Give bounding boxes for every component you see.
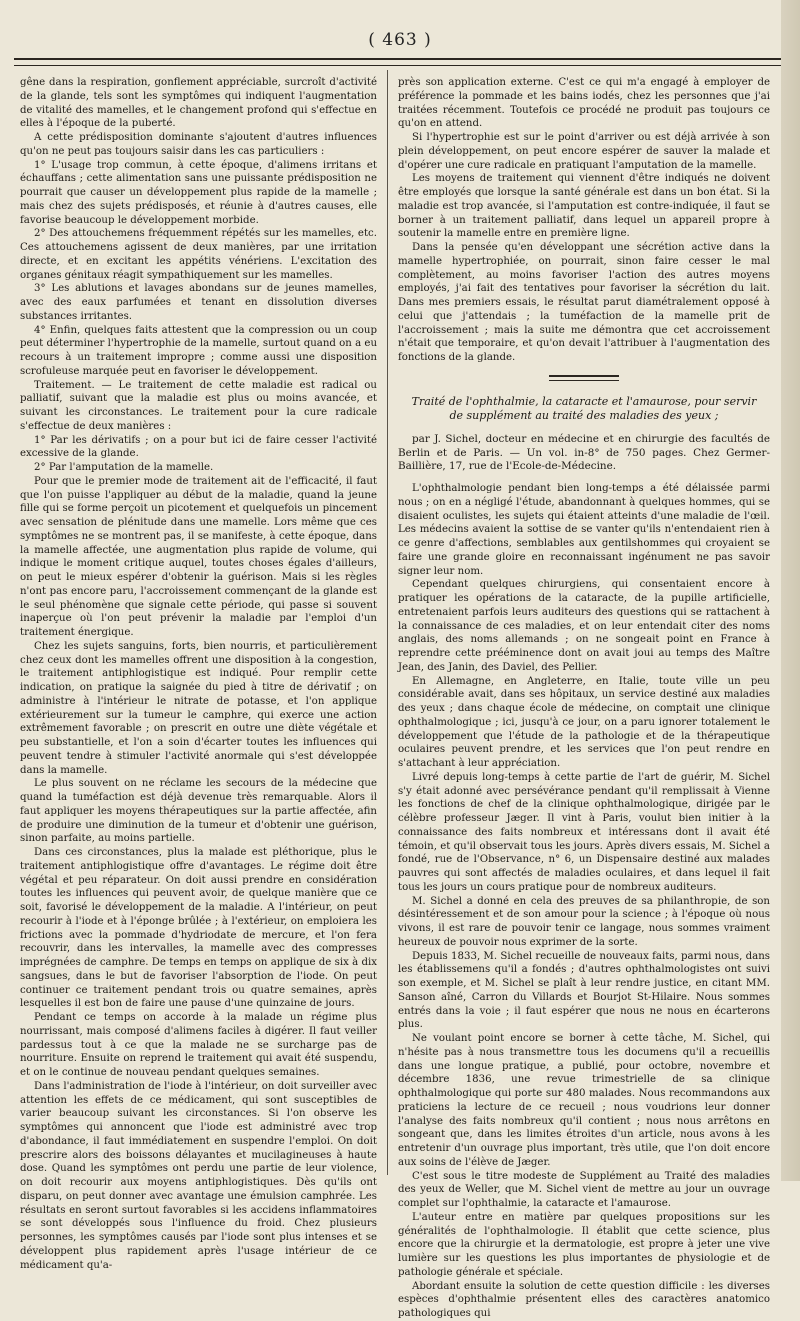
paragraph: Chez les sujets sanguins, forts, bien nourris, et particulièrement chez ceux dont les mamelles offrent une disposition à la congestion, le traitement antiphlogistique est indiqué. Pour remplir cette indication, on pratique la saignée du pied à titre de dérivatif ; on administre à l'intérieur le nitrate de potasse, et l'on applique extérieurement sur la tumeur le camphre, qui exerce une action extrêmement favorable ; on prescrit en outre une diète végétale et peu substantielle, et l'on a soin d'écarter toutes les influences qui peuvent tendre à stimuler l'activité anormale qui s'est développée dans la mamelle. [20,640,377,776]
paragraph: gêne dans la respiration, gonflement appréciable, surcroît d'activité de la glande, tels sont les symptômes qui indiquent l'augmentation de vitalité des mamelles, et le changement profond qui s'effectue en elles à l'époque de la puberté. [20,77,377,130]
paragraph: Pendant ce temps on accorde à la malade un régime plus nourrissant, mais composé d'alimens faciles à digérer. Il faut veiller pardessus tout à ce que la malade ne se surcharge pas de nourriture. Ensuite on reprend le traitement qui avait été suspendu, et on le continue de nouveau pendant quelques semaines. [20,1012,377,1078]
paragraph: Abordant ensuite la solution de cette question difficile : les diverses espèces d'ophthalmie présentent elles des caractères anatomico pathologiques qui [398,1280,770,1319]
paragraph: C'est sous le titre modeste de Supplément au Traité des maladies des yeux de Weller, que M. Sichel vient de mettre au jour un ouvrage complet sur l'ophthalmie, la cataracte et l'amaurose. [398,1170,770,1209]
paragraph: Les moyens de traitement qui viennent d'être indiqués ne doivent être employés que lorsque la santé générale est dans un bon état. Si la maladie est trop avancée, si l'amputation est contre-indiquée, il faut se borner à un traitement palliatif, dans lequel un appareil propre à soutenir la mamelle entre en première ligne. [398,173,770,240]
page-number: ( 463 ) [368,30,432,50]
paragraph: Pour que le premier mode de traitement ait de l'efficacité, il faut que l'on puisse l'appliquer au début de la maladie, quand la jeune fille qui se forme perçoit un picotement et quelquefois un pincement avec sensation de plénitude dans une mamelle. Lors même que ces symptômes ne se montrent pas, il se manifeste, à cette époque, dans la mamelle affectée, une augmentation plus rapide de volume, qui indique le moment critique auquel, toutes choses égales d'ailleurs, on peut le mieux espérer d'obtenir la guérison. Mais si les règles n'ont pas encore paru, l'accroissement commençant de la glande est le seul phénomène que signale cette période, qui passe si souvent inaperçue où l'on peut prévenir la maladie par l'emploi d'un traitement énergique. [20,475,377,638]
section-separator [549,375,619,381]
paragraph: Cependant quelques chirurgiens, qui consentaient encore à pratiquer les opérations de la cataracte, de la pupille artificielle, entretenaient parfois leurs auditeurs des questions qui se rattachent à la connaissance de ces maladies, et on leur entendait citer des noms anglais, des noms allemands ; on ne songeait point en France à reprendre cette prééminence dont on avait joui au temps des Maître Jean, des Janin, des Daviel, des Pellier. [398,579,770,673]
paragraph: Ne voulant point encore se borner à cette tâche, M. Sichel, qui n'hésite pas à nous transmettre tous les documens qu'il a recueillis dans une longue pratique, a publié, pour octobre, novembre et décembre 1836, une revue trimestrielle de sa clinique ophthalmologique qui porte sur 480 malades. Nous recommandons aux praticiens la lecture de ce recueil ; nous voudrions leur donner l'analyse des faits nombreux qu'il contient ; nous nous arrêtons en songeant que, dans les limites étroites d'un article, nous avons à les entretenir d'un ouvrage plus important, très utile, que l'on doit encore aux soins de l'élève de Jæger. [398,1033,770,1168]
paragraph: 1° Par les dérivatifs ; on a pour but ici de faire cesser l'activité excessive de la glande. [20,434,377,460]
paragraph: Dans l'administration de l'iode à l'intérieur, on doit surveiller avec attention les effets de ce médicament, qui sont susceptibles de varier beaucoup suivant les circonstances. Si l'on observe les symptômes qui annoncent que l'iode est administré avec trop d'abondance, il faut immédiatement en suspendre l'emploi. On doit prescrire alors des boissons délayantes et mucilagineuses à haute dose. Quand les symptômes ont perdu une partie de leur violence, on doit recourir aux moyens antiphlogistiques. Dès qu'ils ont disparu, on peut donner avec avantage une émulsion camphrée. Les résultats en seront surtout favorables si les accidens inflammatoires se sont développés sous l'influence du froid. Chez plusieurs personnes, les symptômes causés par l'iode sont plus intenses et se développent plus rapidement après l'usage intérieur de ce médicament qu'a- [20,1080,377,1271]
paragraph: 2° Des attouchemens fréquemment répétés sur les mamelles, etc. Ces attouchemens agissent de deux manières, par une irritation directe, et en excitant les appétits vénériens. L'excitation des organes génitaux réagit sympathiquement sur les mamelles. [20,228,377,281]
paragraph: Si l'hypertrophie est sur le point d'arriver ou est déjà arrivée à son plein développement, on peut encore espérer de sauver la malade et d'opérer une cure radicale en pratiquant l'amputation de la mamelle. [398,132,770,171]
paragraph: près son application externe. C'est ce qui m'a engagé à employer de préférence la pommade et les bains iodés, chez les personnes que j'ai traitées récemment. Toutefois ce procédé ne produit pas toujours ce qu'on en attend. [398,77,770,130]
paragraph: 3° Les ablutions et lavages abondans sur de jeunes mamelles, avec des eaux parfumées et tenant en dissolution diverses substances irritantes. [20,283,377,322]
page-gutter [781,0,800,1181]
paragraph: M. Sichel a donné en cela des preuves de sa philanthropie, de son désintéressement et de son amour pour la science ; à l'époque où nous vivons, il est rare de pouvoir tenir ce langage, nous sommes vraiment heureux de pouvoir nous exprimer de la sorte. [398,895,770,948]
column-divider [387,70,388,1175]
paragraph: Dans ces circonstances, plus la malade est pléthorique, plus le traitement antiphlogistique offre d'avantages. Le régime doit être végétal et peu réparateur. On doit aussi prendre en considération toutes les influences qui peuvent avoir, de quelque manière que ce soit, favorisé le développement de la maladie. A l'intérieur, on peut recourir à l'iode et à l'éponge brûlée ; à l'extérieur, on emploiera les frictions avec la pommade d'hydriodate de mercure, et l'on fera recouvrir, dans les intervalles, la mamelle avec des compresses imprégnées de camphre. De temps en temps on applique de six à dix sangsues, dans le but de favoriser l'absorption de l'iode. On peut continuer ce traitement pendant trois ou quatre semaines, après lesquelles il est bon de faire une pause d'une quinzaine de jours. [20,847,377,1010]
right-column [398,76,770,1319]
left-column [20,76,378,1271]
paragraph: L'ophthalmologie pendant bien long-temps a été délaissée parmi nous ; on en a négligé l'étude, abandonnant à quelques hommes, qui se disaient oculistes, les sujets qui étaient atteints d'une maladie de l'œil. Les médecins avaient la sottise de se vanter qu'ils n'entendaient rien à ce genre d'affections, semblables aux gentilshommes qui croyaient se faire une grande gloire en reconnaissant ingénument ne pas savoir signer leur nom. [398,483,770,577]
paragraph: 2° Par l'amputation de la mamelle. [34,462,214,473]
paragraph: A cette prédisposition dominante s'ajoutent d'autres influences qu'on ne peut pas toujours saisir dans les cas particuliers : [20,132,377,157]
paragraph: Depuis 1833, M. Sichel recueille de nouveaux faits, parmi nous, dans les établissemens qu'il a fondés ; d'autres ophthalmologistes ont suivi son exemple, et M. Sichel se plaît à leur rendre justice, en citant MM. Sanson aîné, Carron du Villards et Bourjot St-Hilaire. Nous sommes entrés dans la voie ; il faut espérer que nous ne nous en écarterons plus. [398,950,770,1031]
review-bibliography: par J. Sichel, docteur en médecine et en chirurgie des facultés de Berlin et de Paris. — Un vol. in-8° de 750 pages. Chez Germer-Baillière, 17, rue de l'Ecole-de-Médecine. [398,432,770,473]
paragraph: En Allemagne, en Angleterre, en Italie, toute ville un peu considérable avait, dans ses hôpitaux, un service destiné aux maladies des yeux ; dans chaque école de médecine, on comptait une clinique ophthalmologique ; ici, jusqu'à ce jour, on a paru ignorer totalement le développement que l'étude de la pathologie et de la thérapeutique oculaires peuvent prendre, et les services que l'on peut rendre en s'attachant à leur appréciation. [398,675,770,769]
paragraph-traitement: Traitement. — Le traitement de cette maladie est radical ou palliatif, suivant que la maladie est plus ou moins avancée, et suivant les circonstances. Le traitement pour la cure radicale s'effectue de deux manières : [20,379,377,432]
header-rule [14,58,782,66]
paragraph: Livré depuis long-temps à cette partie de l'art de guérir, M. Sichel s'y était adonné avec persévérance pendant qu'il remplissait à Vienne les fonctions de chef de la clinique ophthalmologique, dirigée par le célèbre professeur Jæger. Il vint à Paris, voulut bien initier à la connaissance des faits nombreux et intéressans dont il avait été témoin, et qu'il observait tous les jours. Après divers essais, M. Sichel a fondé, rue de l'Observance, n° 6, un Dispensaire destiné aux malades pauvres qui sont affectés de maladies oculaires, et dans lequel il fait tous les jours un cours pratique pour de nombreux auditeurs. [398,771,770,893]
paragraph: L'auteur entre en matière par quelques propositions sur les généralités de l'ophthalmologie. Il établit que cette science, plus encore que la chirurgie et la dermatologie, est propre à jeter une vive lumière sur les questions les plus importantes de physiologie et de pathologie générale et spéciale. [398,1211,770,1278]
paragraph: Dans la pensée qu'en développant une sécrétion active dans la mamelle hypertrophiée, on pourrait, sinon faire cesser le mal complètement, au moins favoriser l'action des autres moyens employés, j'ai fait des tentatives pour favoriser la sécrétion du lait. Dans mes premiers essais, le résultat parut diamétralement opposé à celui que j'attendais ; la tuméfaction de la mamelle prit de l'accroissement ; mais la suite me démontra que cet accroissement n'était que temporaire, et qu'on devait l'attribuer à l'augmentation des fonctions de la glande. [398,242,770,363]
paragraph: Le plus souvent on ne réclame les secours de la médecine que quand la tuméfaction est déjà devenue très remarquable. Alors il faut appliquer les moyens thérapeutiques sur la partie affectée, afin de produire une diminution de la tumeur et d'obtenir une guérison, sinon parfaite, au moins partielle. [20,778,377,845]
paragraph: 1° L'usage trop commun, à cette époque, d'alimens irritans et échauffans ; cette alimentation sans une puissante prédisposition ne pourrait que causer un développement plus rapide de la mamelle ; mais chez des sujets prédisposés, et réunie à d'autres causes, elle favorise beaucoup le développement morbide. [20,159,377,226]
paragraph: 4° Enfin, quelques faits attestent que la compression ou un coup peut déterminer l'hypertrophie de la mamelle, surtout quand on a eu recours à un traitement impropre ; comme aussi une disposition scrofuleuse marquée peut en favoriser le développement. [20,324,378,377]
review-title: Traité de l'ophthalmie, la cataracte et l'amaurose, pour servir de supplément au traité des maladies des yeux ; [411,394,757,422]
